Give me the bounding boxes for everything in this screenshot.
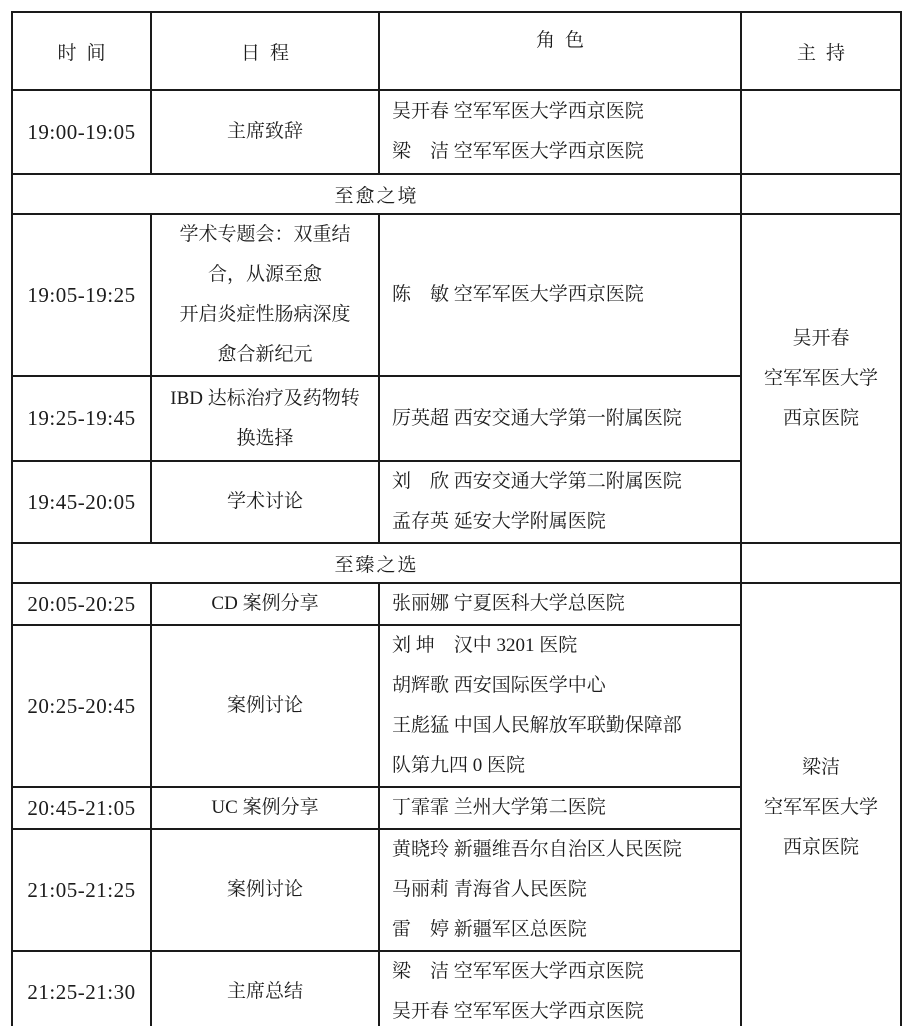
role-cell bbox=[379, 829, 741, 951]
host-affiliation: 空军军医大学 bbox=[763, 367, 878, 389]
role-line: 孟存英 延安大学附属医院 bbox=[392, 511, 606, 532]
host-affiliation: 西京医院 bbox=[782, 407, 859, 429]
role-line: 陈 敏 空军军医大学西京医院 bbox=[392, 284, 644, 305]
column-header-agenda: 日程 bbox=[151, 12, 379, 90]
role-line: 胡辉歌 西安国际医学中心 bbox=[392, 675, 606, 696]
host-name: 吴开春 bbox=[792, 327, 850, 349]
role-line: 梁 洁 空军军医大学西京医院 bbox=[392, 961, 644, 982]
section-row bbox=[12, 174, 901, 214]
role-line: 吴开春 空军军医大学西京医院 bbox=[392, 101, 644, 122]
host-cell-empty bbox=[741, 174, 901, 214]
role-line: 厉英超 西安交通大学第一附属医院 bbox=[392, 407, 682, 429]
role-cell bbox=[379, 787, 741, 829]
table-row bbox=[12, 583, 901, 625]
agenda-line: IBD 达标治疗及药物转 bbox=[170, 387, 360, 409]
role-cell bbox=[379, 90, 741, 174]
agenda-line: CD 案例分享 bbox=[211, 593, 319, 614]
agenda-line: 主席致辞 bbox=[226, 121, 303, 142]
role-line: 王彪猛 中国人民解放军联勤保障部 bbox=[392, 715, 682, 736]
time-cell: 20:25-20:45 bbox=[12, 625, 151, 787]
agenda-line: 案例讨论 bbox=[226, 879, 303, 900]
agenda-cell bbox=[151, 625, 379, 787]
role-cell bbox=[379, 583, 741, 625]
host-cell-empty bbox=[741, 90, 901, 174]
host-cell-empty bbox=[741, 543, 901, 583]
role-line: 队第九四 0 医院 bbox=[392, 755, 526, 776]
column-header-role: 角色 bbox=[379, 12, 741, 90]
time-cell: 19:05-19:25 bbox=[12, 214, 151, 376]
section-title: 至臻之选 bbox=[12, 543, 741, 583]
agenda-cell bbox=[151, 461, 379, 543]
role-cell bbox=[379, 214, 741, 376]
role-line: 梁 洁 空军军医大学西京医院 bbox=[392, 141, 644, 162]
role-cell bbox=[379, 461, 741, 543]
section-title: 至愈之境 bbox=[12, 174, 741, 214]
role-line: 张丽娜 宁夏医科大学总医院 bbox=[392, 593, 625, 614]
host-cell bbox=[741, 583, 901, 1026]
agenda-line: 学术讨论 bbox=[226, 491, 303, 512]
role-cell bbox=[379, 376, 741, 461]
time-cell: 20:05-20:25 bbox=[12, 583, 151, 625]
agenda-line: 换选择 bbox=[236, 427, 294, 449]
time-cell: 21:05-21:25 bbox=[12, 829, 151, 951]
agenda-line: 愈合新纪元 bbox=[217, 344, 313, 365]
column-header-host: 主持 bbox=[741, 12, 901, 90]
agenda-cell bbox=[151, 90, 379, 174]
table-row bbox=[12, 214, 901, 376]
section-row bbox=[12, 543, 901, 583]
time-cell: 19:00-19:05 bbox=[12, 90, 151, 174]
host-affiliation: 西京医院 bbox=[782, 837, 859, 858]
column-header-time: 时间 bbox=[12, 12, 151, 90]
table-row bbox=[12, 90, 901, 174]
agenda-cell bbox=[151, 829, 379, 951]
time-cell: 19:45-20:05 bbox=[12, 461, 151, 543]
role-line: 刘 欣 西安交通大学第二附属医院 bbox=[392, 471, 682, 492]
agenda-line: 合，从源至愈 bbox=[207, 264, 322, 285]
agenda-line: 主席总结 bbox=[226, 981, 303, 1002]
time-cell: 21:25-21:30 bbox=[12, 951, 151, 1026]
role-cell bbox=[379, 951, 741, 1026]
agenda-cell bbox=[151, 583, 379, 625]
header-row bbox=[12, 12, 901, 90]
agenda-cell bbox=[151, 376, 379, 461]
time-cell: 20:45-21:05 bbox=[12, 787, 151, 829]
role-line: 黄晓玲 新疆维吾尔自治区人民医院 bbox=[392, 839, 682, 860]
role-line: 丁霏霏 兰州大学第二医院 bbox=[392, 797, 606, 818]
agenda-line: 学术专题会：双重结 bbox=[179, 224, 351, 245]
agenda-line: 案例讨论 bbox=[226, 695, 303, 716]
agenda-cell bbox=[151, 787, 379, 829]
time-cell: 19:25-19:45 bbox=[12, 376, 151, 461]
host-name: 梁洁 bbox=[801, 757, 840, 778]
role-line: 雷 婷 新疆军区总医院 bbox=[392, 919, 587, 940]
role-line: 刘 坤 汉中 3201 医院 bbox=[392, 635, 578, 656]
agenda-line: 开启炎症性肠病深度 bbox=[179, 304, 351, 325]
role-cell bbox=[379, 625, 741, 787]
host-cell bbox=[741, 214, 901, 543]
role-line: 吴开春 空军军医大学西京医院 bbox=[392, 1001, 644, 1022]
agenda-cell bbox=[151, 214, 379, 376]
agenda-line: UC 案例分享 bbox=[211, 797, 319, 818]
schedule-table bbox=[11, 11, 902, 1026]
agenda-cell bbox=[151, 951, 379, 1026]
role-line: 马丽莉 青海省人民医院 bbox=[392, 879, 587, 900]
host-affiliation: 空军军医大学 bbox=[763, 797, 878, 818]
